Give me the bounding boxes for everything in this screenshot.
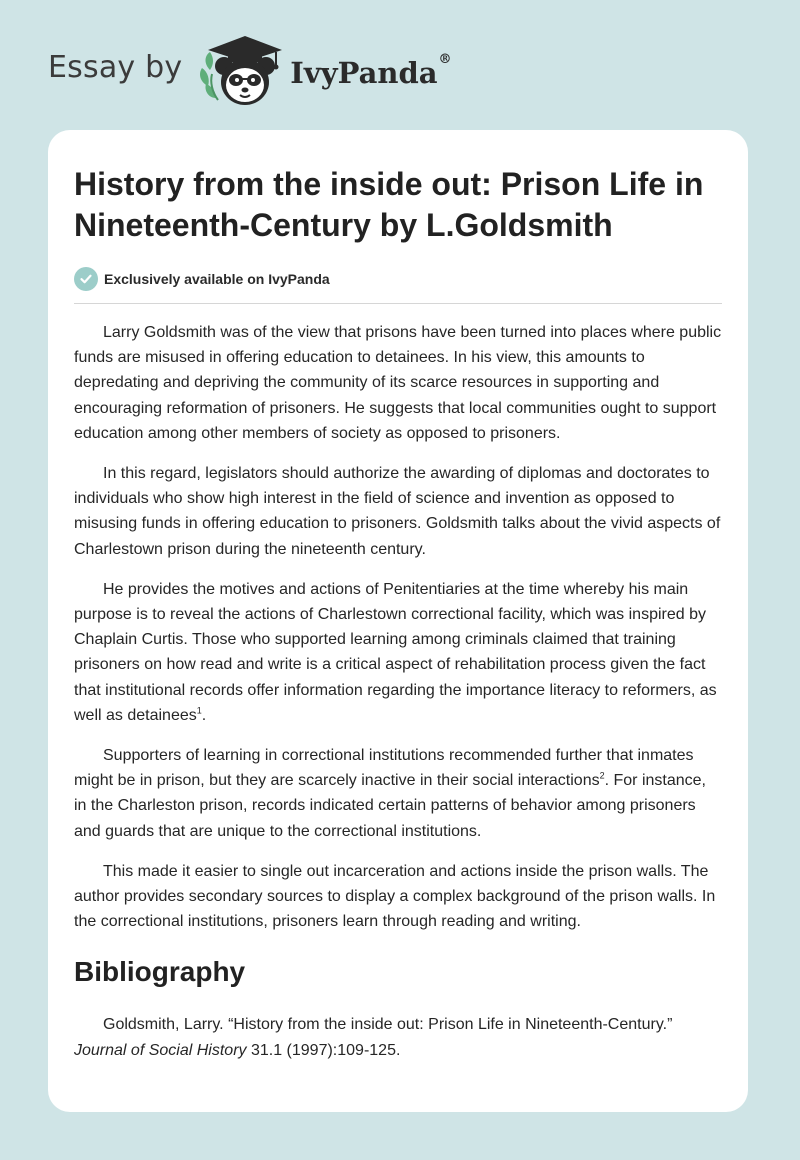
brand-name[interactable]	[290, 52, 452, 90]
paragraph-text: In this regard, legislators should authorize the awarding of diplomas and doctorates to individuals who show high interest in the field of science and invention as opposed to misusing funds in offering education to prisoners. Goldsmith talks about the vivid aspects of Charlestown prison during the nineteenth century.	[74, 465, 721, 558]
paragraph-text: This made it easier to single out incarceration and actions inside the prison walls. The author provides secondary sources to display a complex background of the prison walls. In the correctional institutions, prisoners learn through reading and writing.	[74, 862, 716, 931]
brand-text: IvyPanda	[290, 56, 438, 90]
exclusive-badge	[74, 266, 722, 292]
paragraph-text: He provides the motives and actions of Penitentiaries at the time whereby his main purpose is to reveal the actions of Charlestown correctional facility, which was inspired by Chaplain Curtis. Those who supported learning among criminals claimed that training prisoners on how read and write is a critical aspect of rehabilitation process given the fact that institutional records offer information regarding the importance literacy to reformers, as well as detainees	[74, 580, 717, 724]
paragraph	[74, 461, 722, 562]
footnote-link[interactable]: 1	[196, 705, 202, 716]
essay-card	[48, 130, 748, 1112]
bibliography-entry	[74, 1012, 722, 1062]
paragraph	[74, 320, 722, 446]
essay-by-label: Essay by	[48, 49, 183, 85]
footnote-link[interactable]: 2	[599, 770, 605, 781]
bibliography-lead: Goldsmith, Larry. “History from the inside out: Prison Life in Nineteenth-Century.”	[103, 1016, 673, 1034]
bibliography-details: 31.1 (1997):109-125.	[250, 1041, 401, 1059]
journal-title: Journal of Social History	[74, 1041, 247, 1059]
site-header	[48, 30, 452, 110]
paragraph	[74, 577, 722, 728]
check-icon	[74, 267, 98, 291]
page-title: History from the inside out: Prison Life in Nineteenth-Century by L.Goldsmith	[74, 166, 704, 243]
panda-graduate-icon[interactable]	[196, 30, 288, 110]
paragraph-text: Supporters of learning in correctional institutions recommended further that inmates might be in prison, but they are scarcely inactive in their social interactions	[74, 747, 694, 790]
registered-mark: ®	[438, 52, 452, 67]
divider	[74, 303, 722, 304]
paragraph-tail: . For instance, in the Charleston prison, records indicated certain patterns of behavior among prisoners and guards that are unique to the correctional institutions.	[74, 772, 706, 840]
paragraph	[74, 743, 722, 844]
paragraph	[74, 859, 722, 935]
bibliography-heading: Bibliography	[74, 956, 246, 988]
paragraph-tail: .	[201, 706, 207, 724]
exclusive-label: Exclusively available on IvyPanda	[104, 271, 330, 287]
paragraph-text: Larry Goldsmith was of the view that prisons have been turned into places where public funds are misused in offering education to detainees. In his view, this amounts to depredating and depriving the community of its scarce resources in supporting and encouraging reformation of prisoners. He suggests that local communities ought to support education among other members of society as opposed to prisoners.	[74, 324, 722, 442]
